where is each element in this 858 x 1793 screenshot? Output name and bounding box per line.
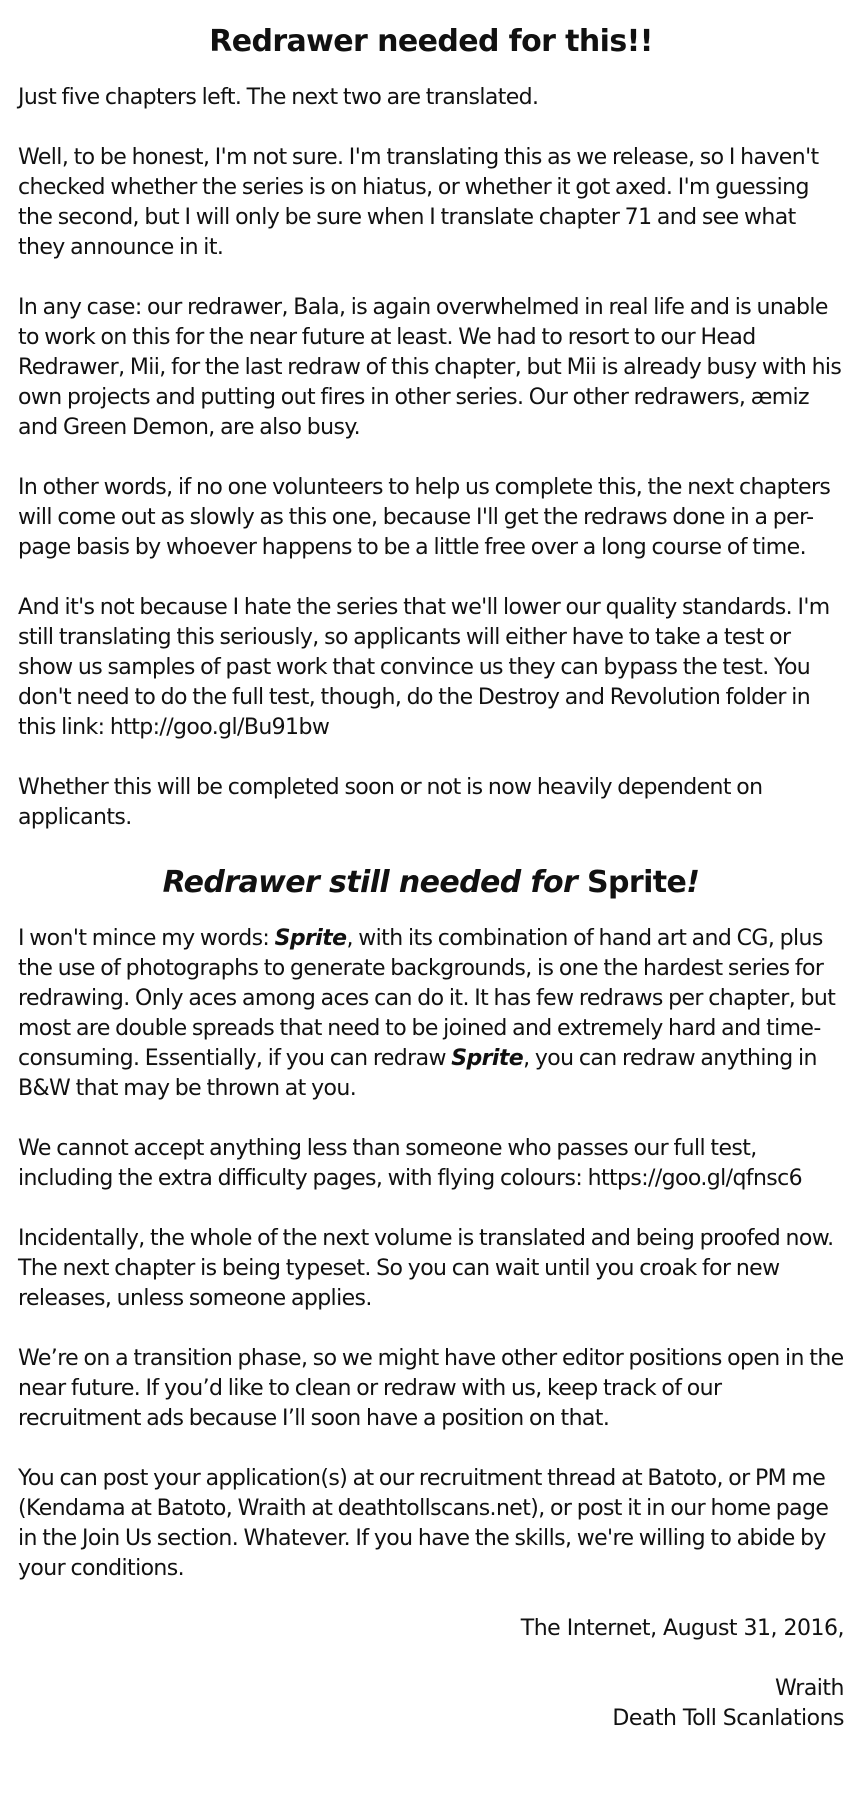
section1-paragraph-6: Whether this will be completed soon or not is now heavily dependent on applicants. <box>18 775 763 830</box>
notice-page <box>18 0 844 1734</box>
section2-p1-text-b: , with its combination of hand art and CG, plus the use of photographs to generate backgrounds, is one the hardest series for redrawing. Only aces among aces can do it. It has few redraws per chapter, but most are double spreads that need to be joined and extremely hard and time-consuming. Essentially, if you can redraw <box>18 926 836 1071</box>
section2-paragraph-4: We’re on a transition phase, so we might have other editor positions open in the near future. If you’d like to clean or redraw with us, keep track of our recruitment ads because I’ll soon have a position on that. <box>18 1346 844 1431</box>
section2-p1-text-c: , you can redraw anything in B&W that may be thrown at you. <box>18 1046 817 1101</box>
section2-p1-text-a: I won't mince my words: <box>18 926 275 951</box>
section2-heading-series-title: Sprite <box>587 865 687 900</box>
section2-heading <box>18 863 844 924</box>
section2-paragraph-1 <box>18 924 844 1104</box>
section2-paragraph-3: Incidentally, the whole of the next volume is translated and being proofed now. The next chapter is being typeset. So you can wait until you croak for new releases, unless someone applies. <box>18 1226 834 1311</box>
section2-paragraph-5: You can post your application(s) at our recruitment thread at Batoto, or PM me (Kendama at Batoto, Wraith at deathtollscans.net), or post it in our home page in the Join Us section. Whatever. If you have the skills, we're willing to abide by your conditions. <box>18 1466 829 1581</box>
section1-paragraph-3: In any case: our redrawer, Bala, is again overwhelmed in real life and is unable to work on this for the near future at least. We had to resort to our Head Redrawer, Mii, for the last redraw of this chapter, but Mii is already busy with his own projects and putting out fires in other series. Our other redrawers, æmiz and Green Demon, are also busy. <box>18 295 842 440</box>
section1-paragraph-1: Just five chapters left. The next two are translated. <box>18 85 539 110</box>
section2-p1-series-title-a: Sprite <box>274 926 347 951</box>
section2-p1-series-title-b: Sprite <box>451 1046 524 1071</box>
section1-paragraph-5: And it's not because I hate the series that we'll lower our quality standards. I'm still translating this seriously, so applicants will either have to take a test or show us samples of past work that convince us they can bypass the test. You don't need to do the full test, though, do the Destroy and Revolution folder in this link: http://goo.gl/Bu91bw <box>18 595 830 740</box>
section1-paragraph-4: In other words, if no one volunteers to help us complete this, the next chapters will come out as slowly as this one, because I'll get the redraws done in a per-page basis by whoever happens to be a little free over a long course of time. <box>18 475 831 560</box>
signature-date: The Internet, August 31, 2016, <box>520 1616 844 1641</box>
section2-paragraph-2: We cannot accept anything less than someone who passes our full test, including the extra difficulty pages, with flying colours: https://goo.gl/qfnsc6 <box>18 1136 803 1191</box>
signature-group: Death Toll Scanlations <box>612 1706 844 1731</box>
section2-heading-exclaim: ! <box>686 865 700 900</box>
section2-heading-text: Redrawer still needed for <box>162 865 587 900</box>
section1-heading: Redrawer needed for this!! <box>209 24 653 59</box>
section1-paragraph-2: Well, to be honest, I'm not sure. I'm translating this as we release, so I haven't checked whether the series is on hiatus, or whether it got axed. I'm guessing the second, but I will only be sure when I translate chapter 71 and see what they announce in it. <box>18 145 819 260</box>
signature-name: Wraith <box>775 1676 844 1701</box>
